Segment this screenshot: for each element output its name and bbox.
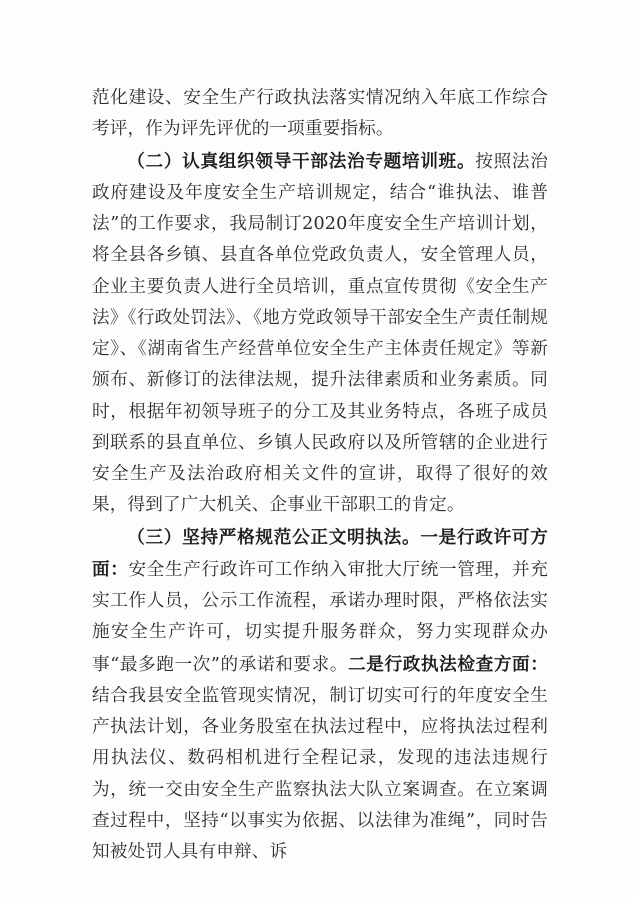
paragraph-training-section xyxy=(92,146,548,522)
paragraph-continuation xyxy=(92,83,548,146)
section-heading-enforcement: （三）坚持严格规范公正文明执法。一是行政许可方面： xyxy=(92,526,548,580)
document-body xyxy=(92,83,548,868)
paragraph-text: 范化建设、安全生产行政执法落实情况纳入年底工作综合考评，作为评先评优的一项重要指标。 xyxy=(92,88,548,140)
paragraph-text: 按照法治政府建设及年度安全生产培训规定，结合“谁执法、谁普法”的工作要求，我局制订2020年度安全生产培训计划，将全县各乡镇、县直各单位党政负责人，安全管理人员，企业主要负责人进行全员培训，重点宣传贯彻《安全生产法》《行政处罚法》、《地方党政领导干部安全生产责任制规定》、《湖南省生产经营单位安全生产主体责任规定》等新颁布、新修订的法律法规，提升法律素质和业务素质。同时，根据年初领导班子的分工及其业务特点，各班子成员到联系的县直单位、乡镇人民政府以及所管辖的企业进行安全生产及法治政府相关文件的宣讲，取得了很好的效果，得到了广大机关、企事业干部职工的肯定。 xyxy=(92,151,548,516)
paragraph-enforcement-section xyxy=(92,522,548,869)
paragraph-text: 安全生产行政许可工作纳入审批大厅统一管理，并充实工作人员，公示工作流程，承诺办理时限，严格依法实施安全生产许可，切实提升服务群众，努力实现群众办事“最多跑一次”的承诺和要求。 xyxy=(92,559,548,675)
paragraph-text: 结合我县安全监管现实情况，制订切实可行的年度安全生产执法计划，各业务股室在执法过程中，应将执法过程利用执法仪、数码相机进行全程记录，发现的违法违规行为，统一交由安全生产监察执法大队立案调查。在立案调查过程中，坚持“以事实为依据、以法律为准绳”，同时告知被处罚人具有申辩、诉 xyxy=(92,685,548,862)
section-heading-training: （二）认真组织领导干部法治专题培训班。 xyxy=(127,150,476,172)
subheading-inspection: 二是行政执法检查方面： xyxy=(348,653,548,675)
